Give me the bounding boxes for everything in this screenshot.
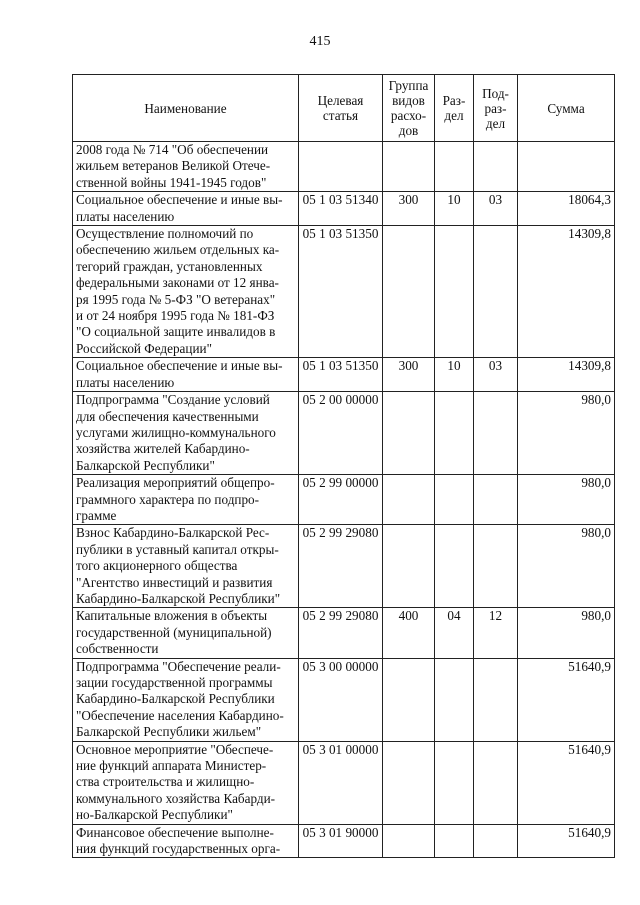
table-row: [73, 525, 615, 608]
cell-section: 04: [435, 608, 474, 658]
table-row: [73, 658, 615, 741]
cell-sum: 51640,9: [518, 741, 615, 824]
cell-expense-group: [383, 525, 435, 608]
cell-sum: 51640,9: [518, 658, 615, 741]
cell-section: [435, 824, 474, 858]
header-target-article: Целевая статья: [299, 75, 383, 142]
cell-sum: 14309,8: [518, 226, 615, 358]
table-header-row: [73, 75, 615, 142]
cell-target-article: 05 1 03 51350: [299, 226, 383, 358]
cell-subsection: [474, 658, 518, 741]
cell-name: Взнос Кабардино-Балкарской Рес- публики в уставный капитал откры- того акционерного общества "Агентство инвестиций и развития Кабардино-Балкарской Республики": [73, 525, 299, 608]
cell-target-article: [299, 142, 383, 192]
cell-subsection: [474, 525, 518, 608]
table-row: [73, 392, 615, 475]
cell-sum: 14309,8: [518, 358, 615, 392]
cell-expense-group: 300: [383, 192, 435, 226]
cell-expense-group: [383, 475, 435, 525]
cell-section: [435, 525, 474, 608]
cell-subsection: 12: [474, 608, 518, 658]
table-row: [73, 226, 615, 358]
cell-name: Основное мероприятие "Обеспече- ние функций аппарата Министер- ства строительства и жилищно- коммунального хозяйства Кабарди- но-Балкарской Республики": [73, 741, 299, 824]
cell-expense-group: [383, 824, 435, 858]
header-expense-group: Группа видов расхо- дов: [383, 75, 435, 142]
table-row: [73, 358, 615, 392]
cell-subsection: [474, 824, 518, 858]
cell-target-article: 05 3 01 00000: [299, 741, 383, 824]
cell-section: 10: [435, 358, 474, 392]
cell-name: Капитальные вложения в объекты государственной (муниципальной) собственности: [73, 608, 299, 658]
cell-target-article: 05 2 00 00000: [299, 392, 383, 475]
cell-target-article: 05 3 01 90000: [299, 824, 383, 858]
page-number: 415: [309, 34, 331, 49]
cell-subsection: [474, 475, 518, 525]
cell-subsection: [474, 392, 518, 475]
cell-target-article: 05 2 99 29080: [299, 525, 383, 608]
header-subsection: Под- раз- дел: [474, 75, 518, 142]
cell-expense-group: 300: [383, 358, 435, 392]
cell-target-article: 05 2 99 29080: [299, 608, 383, 658]
cell-subsection: [474, 226, 518, 358]
table-row: [73, 824, 615, 858]
budget-table: [72, 74, 615, 858]
cell-target-article: 05 1 03 51350: [299, 358, 383, 392]
cell-section: [435, 475, 474, 525]
table-row: [73, 608, 615, 658]
cell-sum: 980,0: [518, 392, 615, 475]
table-row: [73, 192, 615, 226]
table-row: [73, 741, 615, 824]
cell-section: 10: [435, 192, 474, 226]
table-row: [73, 475, 615, 525]
header-section: Раз- дел: [435, 75, 474, 142]
cell-section: [435, 392, 474, 475]
cell-expense-group: [383, 392, 435, 475]
cell-subsection: 03: [474, 192, 518, 226]
cell-name: Осуществление полномочий по обеспечению жильем отдельных ка- тегорий граждан, установленных федеральными законами от 12 янва- ря 1995 года № 5-ФЗ "О ветеранах" и от 24 ноября 1995 года № 181-ФЗ "О социальной защите инвалидов в Российской Федерации": [73, 226, 299, 358]
cell-section: [435, 741, 474, 824]
cell-sum: 980,0: [518, 525, 615, 608]
cell-sum: 51640,9: [518, 824, 615, 858]
header-sum: Сумма: [518, 75, 615, 142]
cell-name: Подпрограмма "Создание условий для обеспечения качественными услугами жилищно-коммунального хозяйства жителей Кабардино- Балкарской Республики": [73, 392, 299, 475]
cell-name: Подпрограмма "Обеспечение реали- зации государственной программы Кабардино-Балкарской Республики "Обеспечение населения Кабардино- Балкарской Республики жильем": [73, 658, 299, 741]
cell-section: [435, 142, 474, 192]
cell-expense-group: [383, 741, 435, 824]
cell-name: Социальное обеспечение и иные вы- платы населению: [73, 192, 299, 226]
cell-section: [435, 226, 474, 358]
cell-target-article: 05 2 99 00000: [299, 475, 383, 525]
cell-target-article: 05 1 03 51340: [299, 192, 383, 226]
table-row: [73, 142, 615, 192]
cell-sum: 980,0: [518, 475, 615, 525]
cell-expense-group: 400: [383, 608, 435, 658]
cell-target-article: 05 3 00 00000: [299, 658, 383, 741]
cell-name: Финансовое обеспечение выполне- ния функций государственных орга-: [73, 824, 299, 858]
cell-expense-group: [383, 142, 435, 192]
cell-subsection: 03: [474, 358, 518, 392]
cell-subsection: [474, 741, 518, 824]
cell-name: Социальное обеспечение и иные вы- платы населению: [73, 358, 299, 392]
cell-expense-group: [383, 658, 435, 741]
header-name: Наименование: [73, 75, 299, 142]
cell-sum: [518, 142, 615, 192]
cell-name: 2008 года № 714 "Об обеспечении жильем ветеранов Великой Отече- ственной войны 1941-1945 годов": [73, 142, 299, 192]
table-body: [73, 142, 615, 858]
cell-subsection: [474, 142, 518, 192]
cell-section: [435, 658, 474, 741]
cell-name: Реализация мероприятий общепро- граммного характера по подпро- грамме: [73, 475, 299, 525]
cell-expense-group: [383, 226, 435, 358]
cell-sum: 18064,3: [518, 192, 615, 226]
cell-sum: 980,0: [518, 608, 615, 658]
